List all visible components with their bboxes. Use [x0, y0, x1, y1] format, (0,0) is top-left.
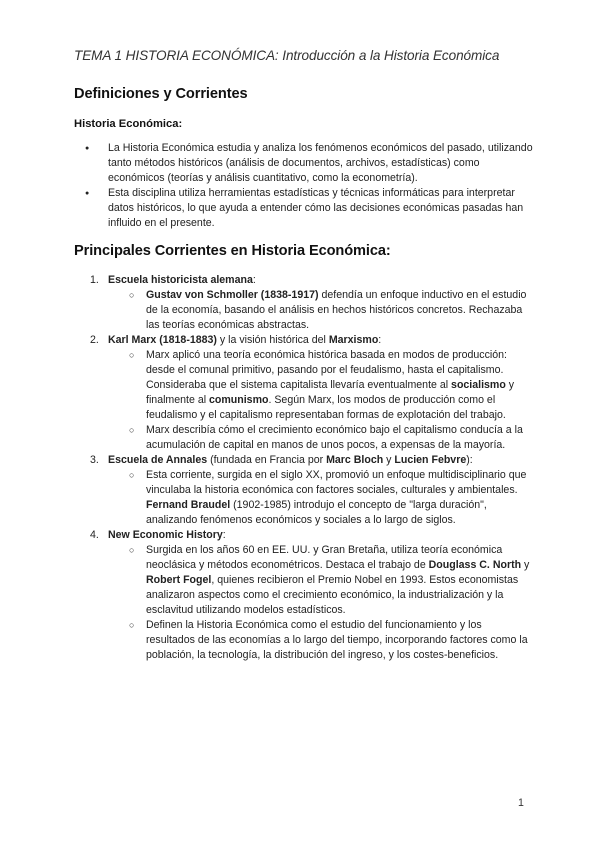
list-item-escuela-annales: 3. Escuela de Annales (fundada en Francia por Marc Bloch y Lucien Febvre): ○ Esta corriente, surgida en el siglo XX, promovió un enfoque multidisciplinario que vinculaba la historia económica con factores sociales, culturales y ambientales. Fernand Braudel (1902-1985) introdujo el concepto de "larga duración", analizando fenómenos económicos y sociales a lo largo de siglos.: [78, 453, 533, 528]
item-number: 1.: [90, 274, 99, 286]
section-heading-corrientes: Principales Corrientes en Historia Económica:: [74, 243, 391, 259]
sub-list-item: ○ Marx aplicó una teoría económica histórica basada en modos de producción: desde el comunal primitivo, pasando por el feudalismo, hasta el capitalismo. Consideraba que el sistema capitalista llevaría eventualmente al socialismo y finalmente al comunismo. Según Marx, los modos de producción como el feudalismo y el capitalismo representaban formas de explotación del trabajo.: [108, 348, 533, 423]
list-item: ● La Historia Económica estudia y analiza los fenómenos económicos del pasado, utilizando tanto métodos históricos (análisis de documentos, archivos, estadísticas) como económicos (teorías y análisis cuantitativo, como la econometría).: [78, 141, 533, 186]
sub-list-item: ○ Surgida en los años 60 en EE. UU. y Gran Bretaña, utiliza teoría económica neoclásica y métodos econométricos. Destaca el trabajo de Douglass C. North y Robert Fogel, quienes recibieron el Premio Nobel en 1993. Estos economistas analizaron aspectos como el crecimiento económico, la industrialización y la esclavitud utilizando modelos estadísticos.: [108, 543, 533, 618]
item-number: 2.: [90, 334, 99, 346]
subheading-historia-economica: Historia Económica:: [74, 118, 183, 130]
list-item-new-economic-history: 4. New Economic History: ○ Surgida en los años 60 en EE. UU. y Gran Bretaña, utiliza teoría económica neoclásica y métodos econométricos. Destaca el trabajo de Douglass C. North y Robert Fogel, quienes recibieron el Premio Nobel en 1993. Estos economistas analizaron aspectos como el crecimiento económico, la industrialización y la esclavitud utilizando modelos estadísticos. ○ Definen la Historia Económica como el estudio del funcionamiento y los resultados de las economías a lo largo del tiempo, incorporando factores como la población, la tecnología, la distribución del ingreso, y los costes-beneficios.: [78, 528, 533, 663]
section-heading-definiciones: Definiciones y Corrientes: [74, 86, 248, 102]
list-item: ● Esta disciplina utiliza herramientas estadísticas y técnicas informáticas para interpretar datos históricos, lo que ayuda a entender cómo las decisiones económicas pasadas han influido en el presente.: [78, 186, 533, 231]
corrientes-numbered-list: [78, 273, 533, 663]
sub-list-item: ○ Gustav von Schmoller (1838-1917) defendía un enfoque inductivo en el estudio de la economía, basando el análisis en hechos históricos concretos. Rechazaba las teorías económicas abstractas.: [108, 288, 533, 333]
sub-list-item: ○ Definen la Historia Económica como el estudio del funcionamiento y los resultados de las economías a lo largo del tiempo, incorporando factores como la población, la tecnología, la distribución del ingreso, y los costes-beneficios.: [108, 618, 533, 663]
page-title: TEMA 1 HISTORIA ECONÓMICA: Introducción a la Historia Económica: [74, 48, 500, 63]
page-number: 1: [518, 797, 524, 809]
definitions-bullet-list: [78, 141, 533, 231]
item-title: Escuela de Annales: [108, 454, 208, 466]
item-title: Karl Marx (1818-1883): [108, 334, 217, 346]
item-number: 4.: [90, 529, 99, 541]
sub-list-item: ○ Marx describía cómo el crecimiento económico bajo el capitalismo conducía a la acumulación de capital en manos de unos pocos, a expensas de la mayoría.: [108, 423, 533, 453]
sub-list-item: ○ Esta corriente, surgida en el siglo XX, promovió un enfoque multidisciplinario que vinculaba la historia económica con factores sociales, culturales y ambientales. Fernand Braudel (1902-1985) introdujo el concepto de "larga duración", analizando fenómenos económicos y sociales a lo largo de siglos.: [108, 468, 533, 528]
item-title: Escuela historicista alemana: [108, 274, 253, 286]
item-title: New Economic History: [108, 529, 223, 541]
item-number: 3.: [90, 454, 99, 466]
list-item-escuela-historicista: 1. Escuela historicista alemana: ○ Gustav von Schmoller (1838-1917) defendía un enfoque inductivo en el estudio de la economía, basando el análisis en hechos históricos concretos. Rechazaba las teorías económicas abstractas.: [78, 273, 533, 333]
list-item-karl-marx: 2. Karl Marx (1818-1883) y la visión histórica del Marxismo: ○ Marx aplicó una teoría económica histórica basada en modos de producción: desde el comunal primitivo, pasando por el feudalismo, hasta el capitalismo. Consideraba que el sistema capitalista llevaría eventualmente al socialismo y finalmente al comunismo. Según Marx, los modos de producción como el feudalismo y el capitalismo representaban formas de explotación del trabajo. ○ Marx describía cómo el crecimiento económico bajo el capitalismo conducía a la acumulación de capital en manos de unos pocos, a expensas de la mayoría.: [78, 333, 533, 453]
